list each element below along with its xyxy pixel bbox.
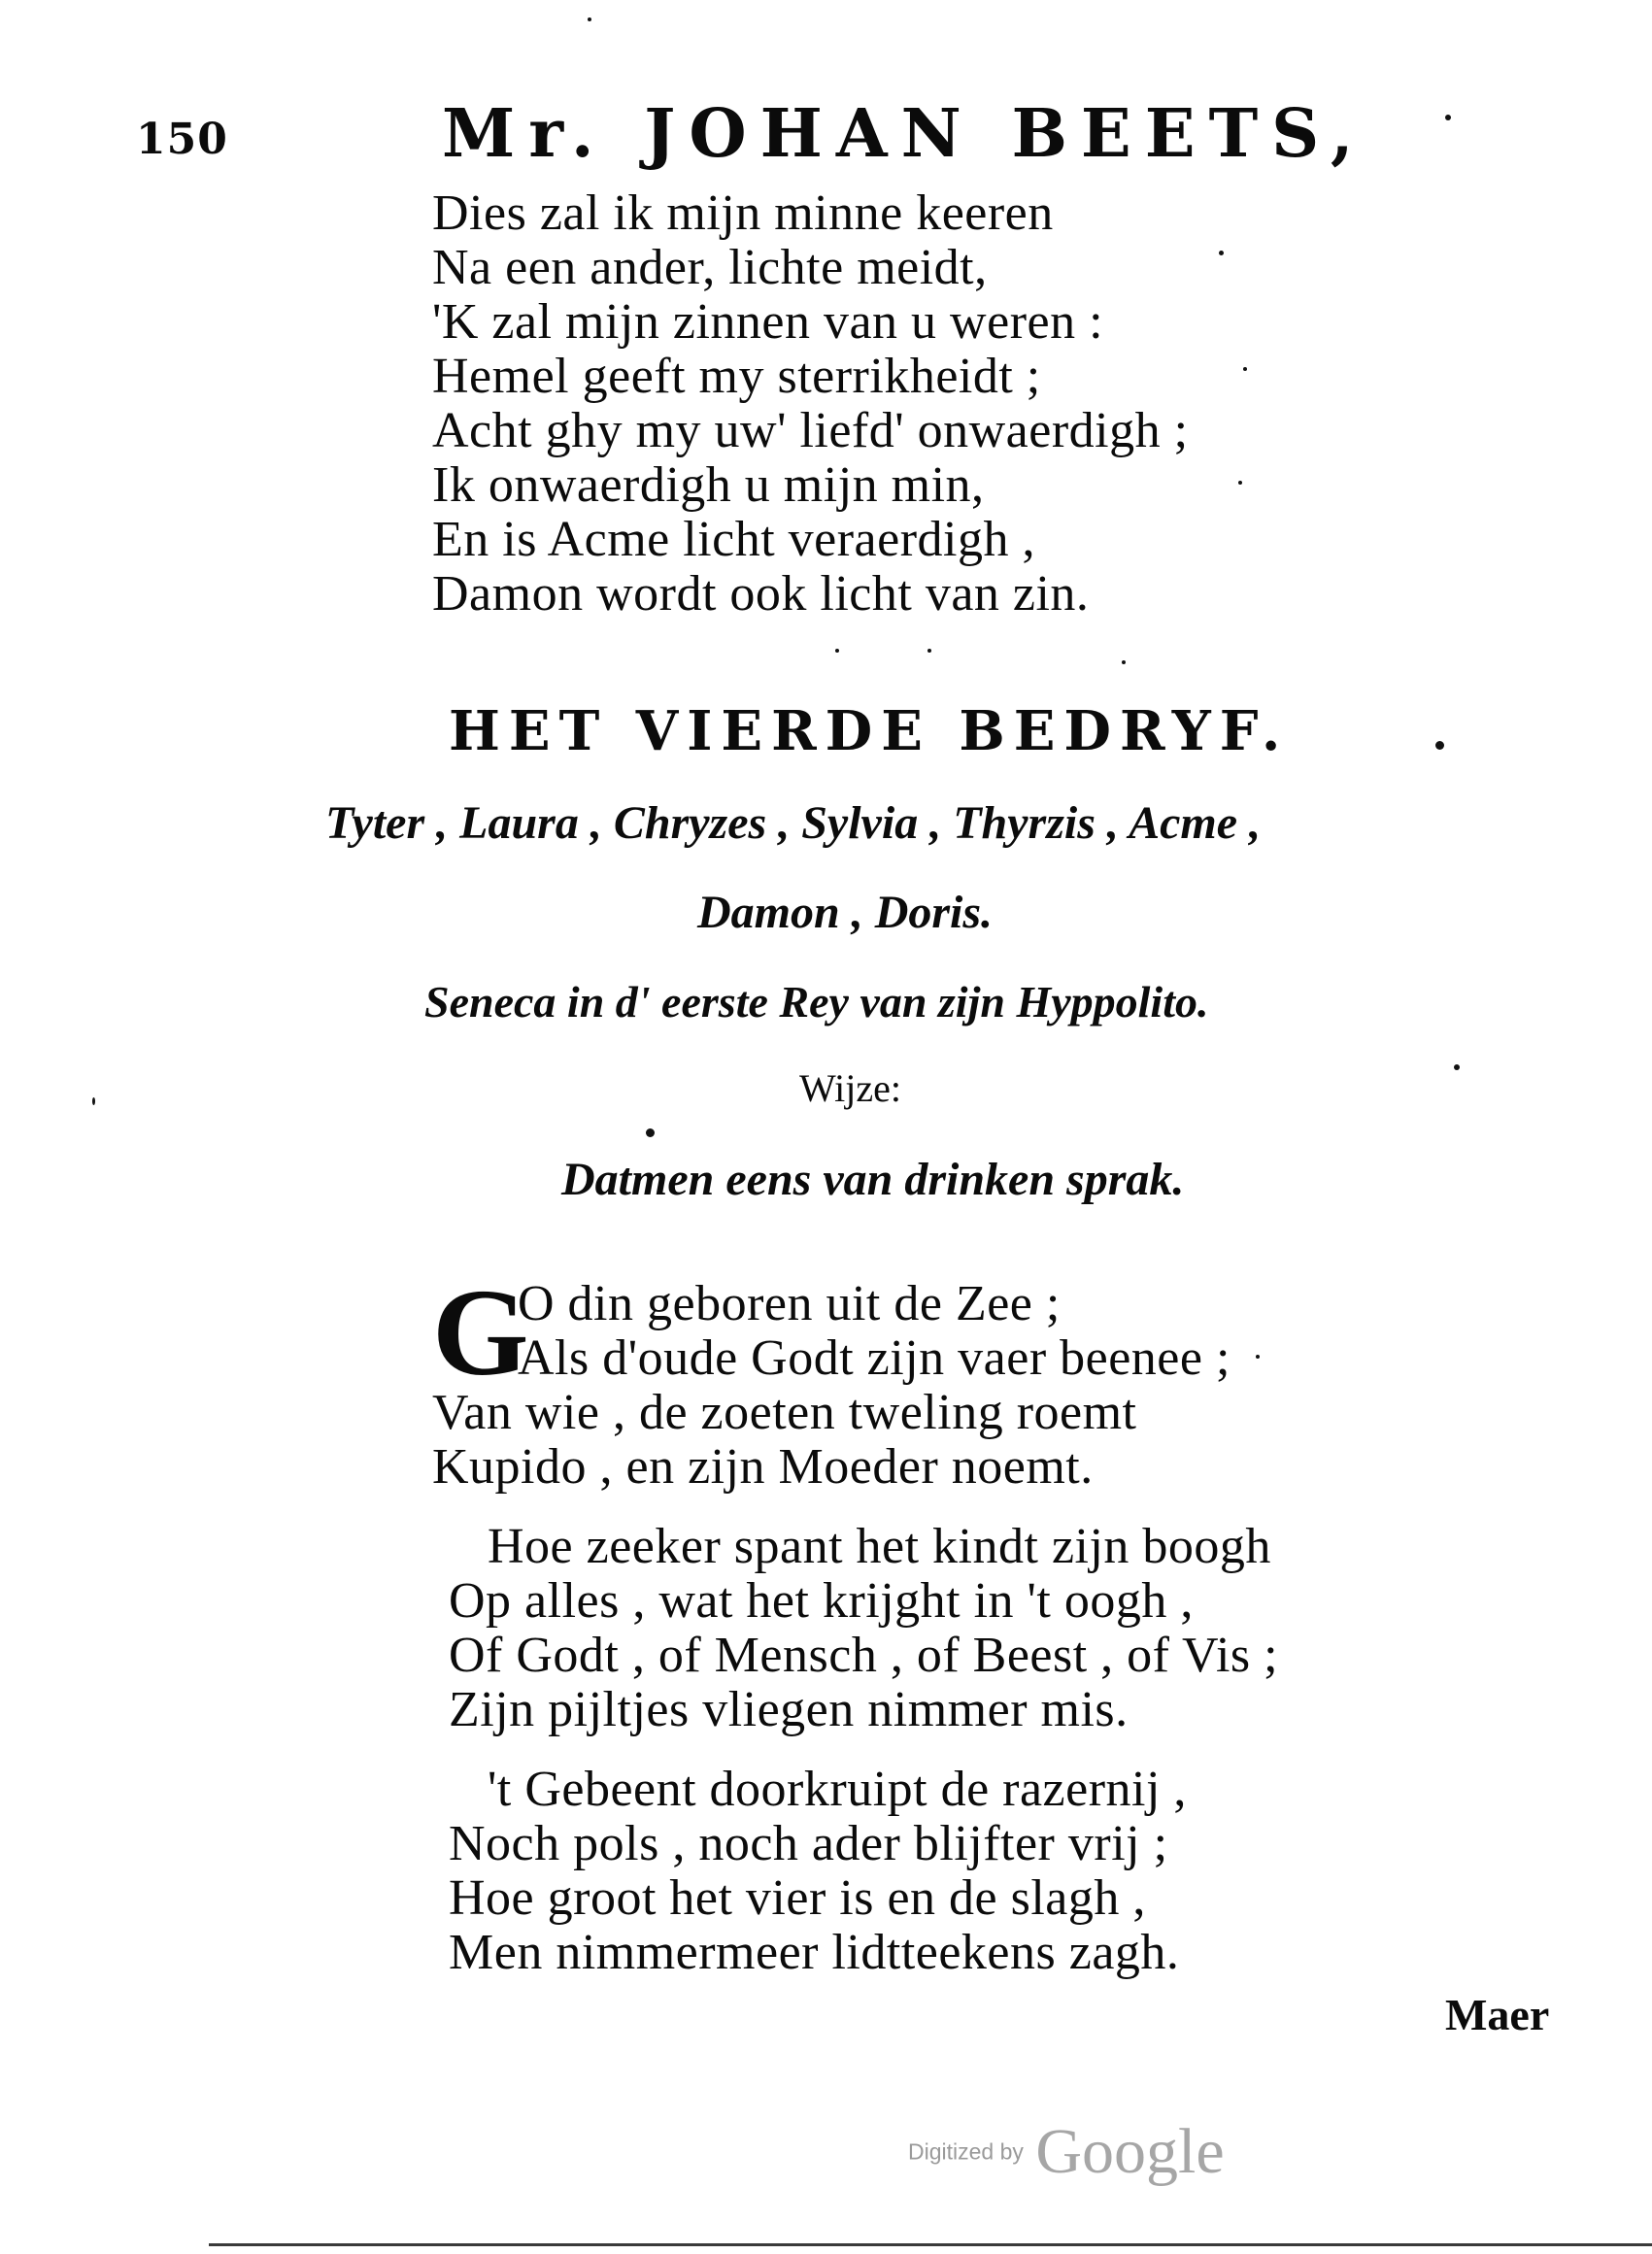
verse-line: Na een ander, lichte meidt, [432,240,988,295]
drop-cap: G [432,1263,529,1401]
tune-label: Wijze: [799,1066,901,1110]
watermark-prefix: Digitized by [908,2138,1024,2165]
print-speck [1454,1064,1460,1070]
verse-line: Als d'oude Godt zijn vaer beenee ; [518,1330,1231,1386]
print-speck [1243,367,1247,371]
page-number: 150 [136,115,228,164]
page-edge-line [209,2243,1652,2246]
print-speck [1256,1355,1260,1359]
print-speck [588,17,591,21]
print-speck [1445,115,1451,120]
verse-line: Men nimmermeer lidtteekens zagh. [449,1925,1180,1980]
act-heading: HET VIERDE BEDRYF. [449,699,1290,763]
verse-line: Op alles , wat het krijght in 't oogh , [449,1573,1194,1629]
verse-line: 'K zal mijn zinnen van u weren : [432,294,1104,350]
verse-line: Noch pols , noch ader blijfter vrij ; [449,1816,1168,1871]
verse-line: Van wie , de zoeten tweling roemt [432,1385,1137,1440]
drop-cap-group [432,1263,1231,1401]
verse-line: Damon wordt ook licht van zin. [432,566,1090,622]
verse-line: Kupido , en zijn Moeder noemt. [432,1439,1094,1495]
tune-name: Datmen eens van drinken sprak. [561,1154,1185,1205]
running-head: Mr. JOHAN BEETS, [442,95,1367,173]
print-speck [92,1097,95,1105]
verse-line: En is Acme licht veraerdigh , [432,512,1035,567]
print-speck [927,649,931,653]
cast-list-line-1: Tyter , Laura , Chryzes , Sylvia , Thyrzis , Acme , [325,797,1262,849]
print-speck [1219,251,1224,255]
song-stanza-1 [432,1263,1231,1495]
source-note: Seneca in d' eerste Rey van zijn Hyppolito. [424,977,1209,1026]
verse-line: Hoe zeeker spant het kindt zijn boogh [488,1519,1271,1574]
verse-line: Dies zal ik mijn minne keeren [432,185,1054,241]
verse-line: Of Godt , of Mensch , of Beest , of Vis ; [449,1628,1279,1683]
verse-line: Ik onwaerdigh u mijn min, [432,457,985,513]
print-speck [1122,660,1126,664]
song-stanza-2 [449,1520,1278,1737]
print-speck [1435,741,1444,750]
watermark-brand-logo: Google [1035,2116,1225,2187]
print-speck [835,649,839,653]
verse-line: O din geboren uit de Zee ; [518,1276,1061,1331]
opening-verse [432,186,1189,622]
catchword: Maer [1445,1990,1550,2039]
print-speck [1238,481,1242,485]
verse-line: 't Gebeent doorkruipt de razernij , [488,1762,1187,1817]
verse-line: Acht ghy my uw' liefd' onwaerdigh ; [432,403,1189,458]
verse-line: Zijn pijltjes vliegen nimmer mis. [449,1682,1129,1737]
print-speck [646,1128,655,1137]
verse-line: Hemel geeft my sterrikheidt ; [432,349,1041,404]
song-stanza-3 [449,1763,1187,1980]
verse-line: Hoe groot het vier is en de slagh , [449,1870,1146,1926]
digitized-watermark [908,2115,1225,2189]
cast-list-line-2: Damon , Doris. [697,887,994,938]
